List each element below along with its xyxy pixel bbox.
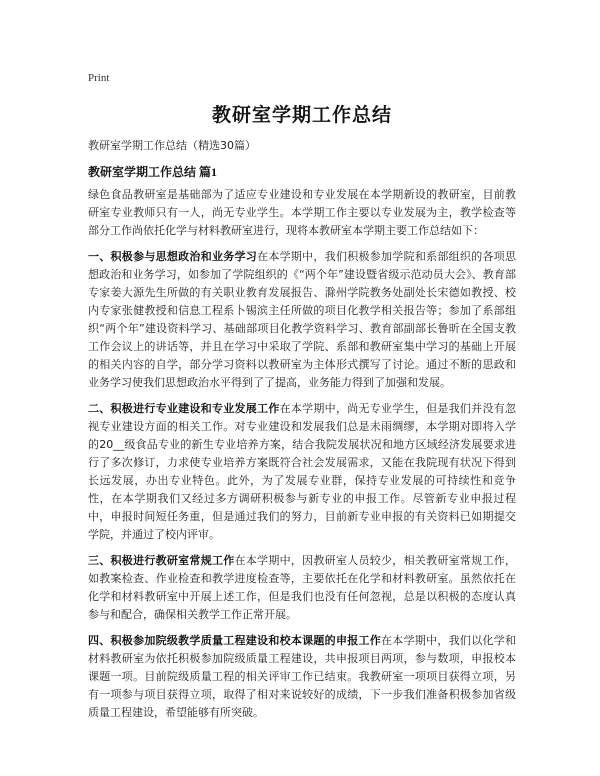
paragraph-body: 在本学期中，尚无专业学生，但是我们并没有忽视专业建设方面的相关工作。对专业建设和发展我们总是未雨绸缪，本学期对即将入学的20__级食品专业的新生专业培养方案，结合我院发展状况和地方区域经济发展要求进行了多次修订，力求使专业培养方案既符合社会发展需求，又能在我院现有状况下得到长远发展，办出专业特色。此外，为了发展专业群，保持专业发展的可持续性和竞争性，在本学期我们又经过多方调研积极参与新专业的申报工作。尽管新专业申报过程中，申报时间短任务重，但是通过我们的努力，目前新专业申报的有关资料已如期提交学院，并通过了校内评审。 bbox=[88, 402, 516, 541]
paragraph-body: 在本学期中，我们积极参加学院和系部组织的各项思想政治和业务学习，如参加了学院组织的《“两个年”建设暨省级示范动员大会》、教育部专家姜大源先生所做的有关职业教育发展报告、滁州学院教务处副处长宋德如教授、校内专家张健教授和信息工程系卜锡滨主任所做的项目化教学相关报告等；参加了系部组织“两个年”建设资料学习、基础部项目化教学资料学习、教育部副部长鲁昕在全国支教工作会议上的讲话等，并且在学习中采取了学院、系部和教研室集中学习的基础上开展的相关内容的自学，部分学习资料以教研室为主体形式撰写了讨论。通过不断的思政和业务学习使我们思想政治水平得到了了提高，业务能力得到了加强和发展。 bbox=[88, 250, 517, 389]
document-subtitle: 教研室学期工作总结（精选30篇） bbox=[88, 139, 256, 152]
paragraph-item-4 bbox=[88, 632, 516, 722]
page-title: 教研室学期工作总结 bbox=[211, 105, 392, 126]
paragraph-body: 在本学期中，我们以化学和材料教研室为依托积极参加院级质量工程建设，共申报项目两项，参与数项，申报校本课题一项。目前院级质量工程的相关评审工作已结束。我教研室一项项目获得立项，另有一项参与项目获得立项，取得了相对来说较好的成绩，下一步我们准备积极参加省级质量工程建设，希望能够有所突破。 bbox=[88, 634, 517, 719]
paragraph-body: 在本学期中，因教研室人员较少，相关教研室常规工作，如教案检查、作业检查和教学进度检查等，主要依托在化学和材料教研室。虽然依托在化学和材料教研室中开展上述工作，但是我们也没有任何忽视，总是以积极的态度认真参与和配合，确保相关教学工作正常开展。 bbox=[88, 554, 517, 621]
paragraph-lead: 一、积极参与思想政治和业务学习 bbox=[88, 251, 258, 263]
paragraph-lead: 三、积极进行教研室常规工作 bbox=[88, 555, 235, 567]
paragraph-item-3 bbox=[88, 552, 516, 624]
section-heading: 教研室学期工作总结 篇1 bbox=[88, 165, 218, 179]
intro-paragraph: 绿色食品教研室是基础部为了适应专业建设和专业发展在本学期新设的教研室，目前教研室专业教师只有一人，尚无专业学生。本学期工作主要以专业发展为主，教学检查等部分工作尚依托化学与材料教研室进行，现将本教研室本学期主要工作总结如下： bbox=[88, 188, 516, 237]
paragraph-lead: 二、积极进行专业建设和专业发展工作 bbox=[88, 403, 280, 415]
paragraph-lead: 四、积极参加院级教学质量工程建设和校本课题的申报工作 bbox=[88, 635, 382, 647]
paragraph-item-2 bbox=[88, 400, 516, 544]
paragraph-item-1 bbox=[88, 248, 516, 392]
print-link[interactable]: Print bbox=[88, 72, 110, 84]
